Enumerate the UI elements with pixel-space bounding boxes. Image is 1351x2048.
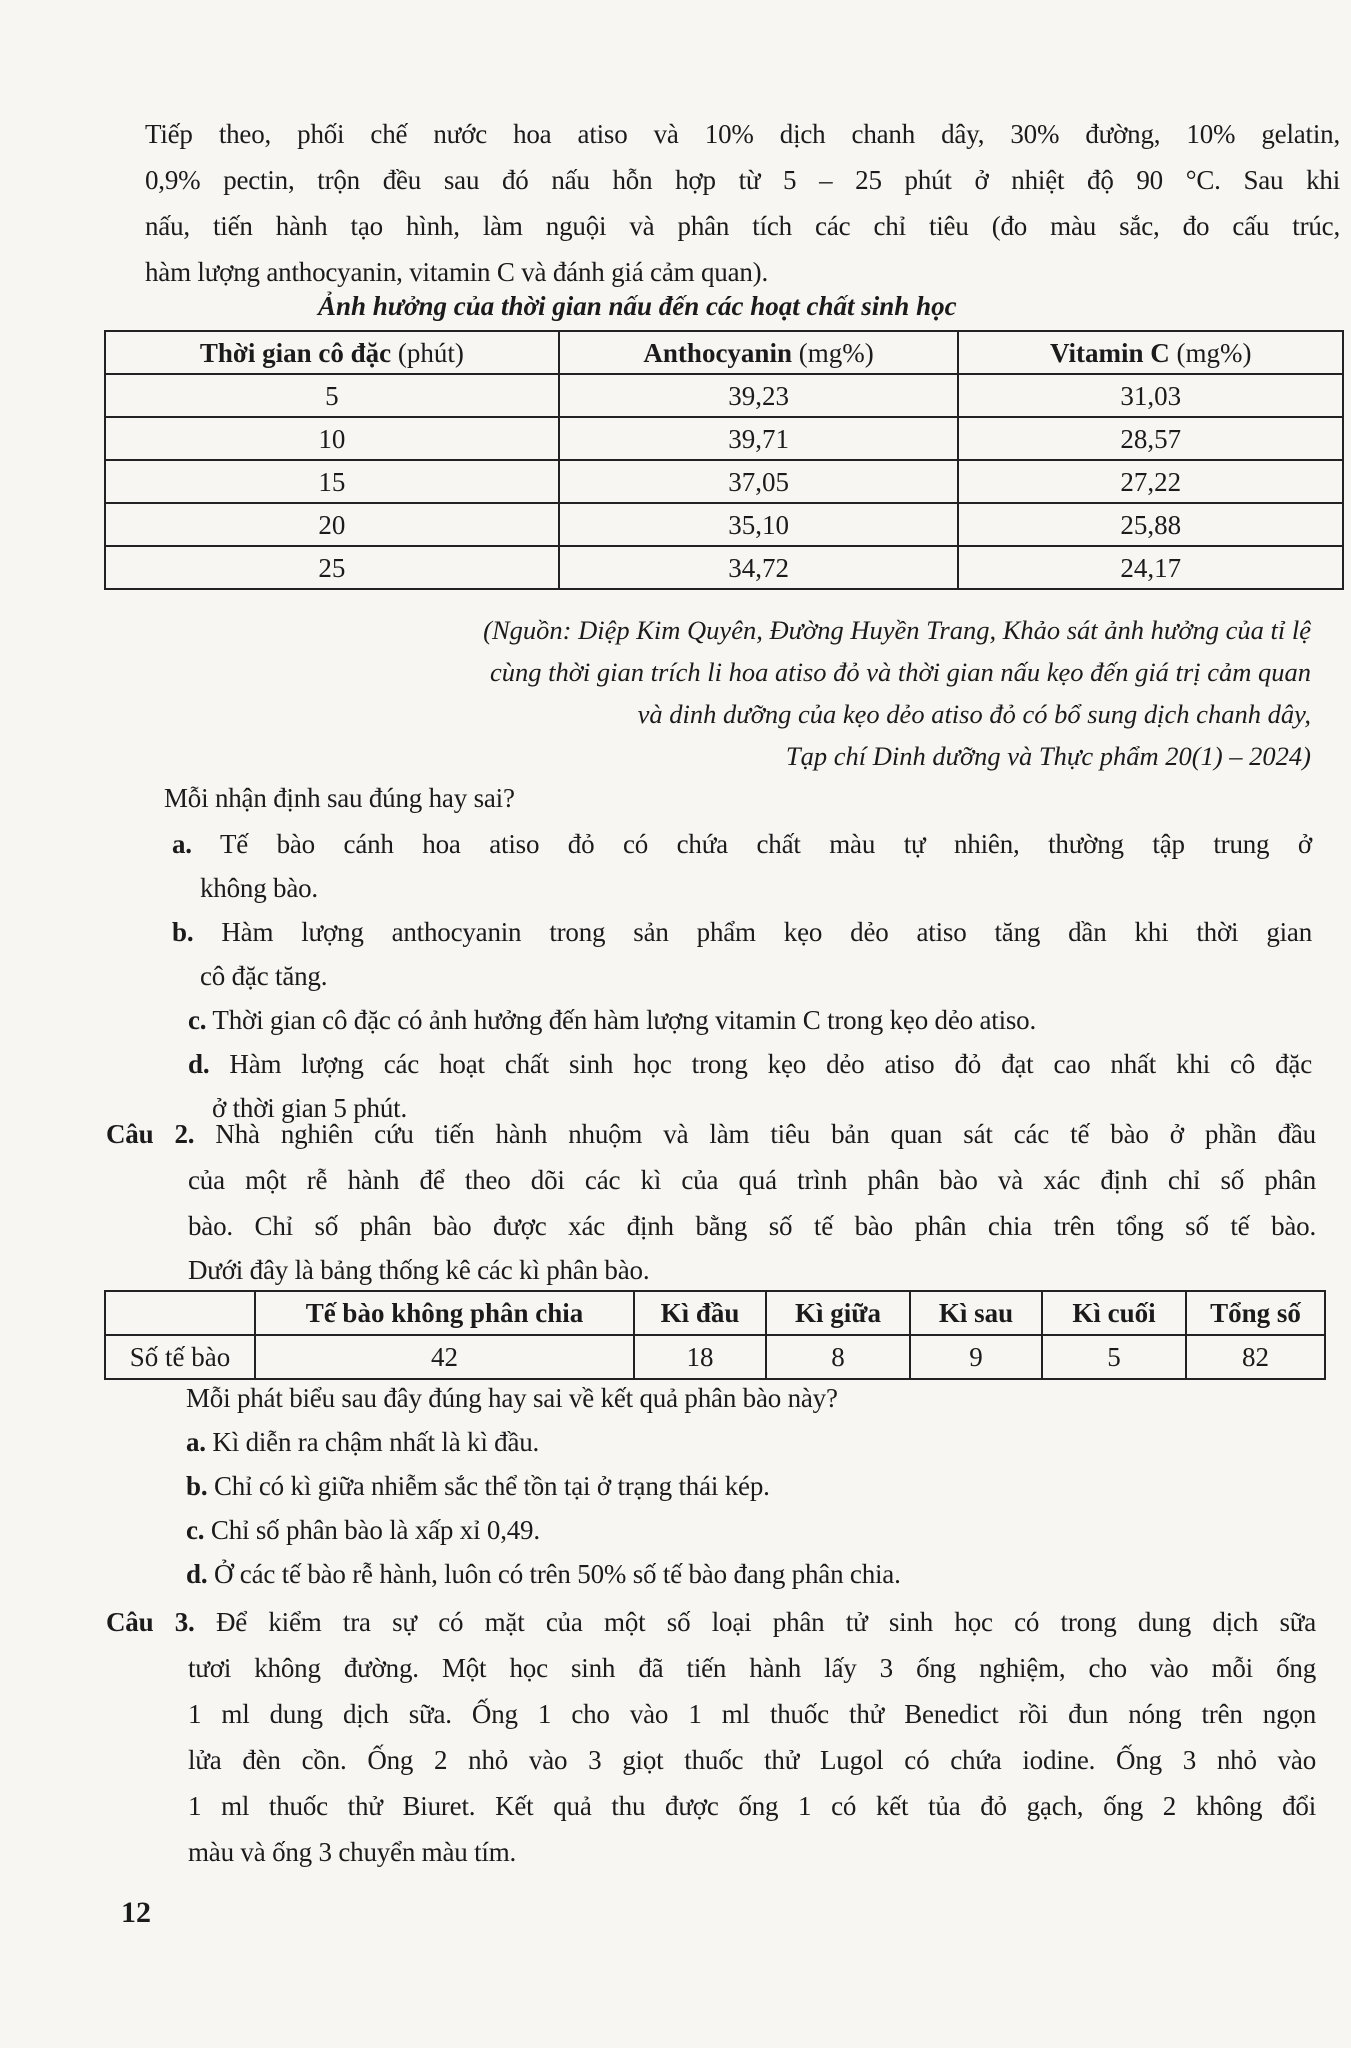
header-total: Tổng số [1186,1291,1325,1335]
statement-d-cont: ở thời gian 5 phút. [212,1093,407,1123]
table-header-row [105,1291,1325,1335]
cell-time: 10 [105,417,559,460]
cell-anthocyanin: 34,72 [559,546,959,589]
cell-total: 82 [1186,1335,1325,1379]
row-label: Số tế bào [105,1335,255,1379]
header-metaphase: Kì giữa [766,1291,910,1335]
intro-line: 0,9% pectin, trộn đều sau đó nấu hỗn hợp từ 5 – 25 phút ở nhiệt độ 90 °C. Sau khi [145,165,1340,195]
question-2-line: của một rễ hành để theo dõi các kì của quá trình phân bào và xác định chỉ số phân [188,1165,1316,1195]
question-3-line: tươi không đường. Một học sinh đã tiến hành lấy 3 ống nghiệm, cho vào mỗi ống [188,1653,1316,1683]
cell-anaphase: 9 [910,1335,1042,1379]
question-2-line: Câu 2. Nhà nghiên cứu tiến hành nhuộm và làm tiêu bản quan sát các tế bào ở phần đầu [106,1119,1316,1149]
statement-b-cont: cô đặc tăng. [200,961,328,991]
header-cooking-time: Thời gian cô đặc (phút) [105,331,559,374]
source-line: Tạp chí Dinh dưỡng và Thực phẩm 20(1) – 2024) [785,741,1311,771]
intro-line: nấu, tiến hành tạo hình, làm nguội và phân tích các chỉ tiêu (đo màu sắc, đo cấu trúc, [145,211,1340,241]
cooking-time-table [104,330,1344,590]
intro-line: hàm lượng anthocyanin, vitamin C và đánh giá cảm quan). [145,257,768,287]
table1-caption: Ảnh hưởng của thời gian nấu đến các hoạt chất sinh học [318,291,957,321]
statement-d: d. Ở các tế bào rễ hành, luôn có trên 50% số tế bào đang phân chia. [186,1559,901,1589]
statement-c: c. Thời gian cô đặc có ảnh hưởng đến hàm lượng vitamin C trong kẹo dẻo atiso. [188,1005,1037,1035]
cell-non-dividing: 42 [255,1335,634,1379]
cell-anthocyanin: 35,10 [559,503,959,546]
cell-anthocyanin: 39,71 [559,417,959,460]
header-non-dividing: Tế bào không phân chia [255,1291,634,1335]
header-vitamin-c: Vitamin C (mg%) [958,331,1343,374]
cell-vitamin-c: 24,17 [958,546,1343,589]
table-row [105,460,1343,503]
statement-a: a. Tế bào cánh hoa atiso đỏ có chứa chất màu tự nhiên, thường tập trung ở [172,829,1312,859]
table-row [105,1335,1325,1379]
statement-b: b. Chỉ có kì giữa nhiễm sắc thể tồn tại ở trạng thái kép. [186,1471,770,1501]
statement-a-cont: không bào. [200,873,318,903]
source-line: (Nguồn: Diệp Kim Quyên, Đường Huyền Trang, Khảo sát ảnh hưởng của tỉ lệ [483,615,1311,645]
table-header-row [105,331,1343,374]
page-number: 12 [121,1896,151,1929]
intro-line: Tiếp theo, phối chế nước hoa atiso và 10% dịch chanh dây, 30% đường, 10% gelatin, [145,119,1340,149]
cell-vitamin-c: 28,57 [958,417,1343,460]
cell-division-table [104,1290,1326,1380]
cell-prophase: 18 [634,1335,766,1379]
cell-metaphase: 8 [766,1335,910,1379]
cell-time: 25 [105,546,559,589]
table-row [105,417,1343,460]
question-3-line: màu và ống 3 chuyển màu tím. [188,1837,517,1867]
statement-d: d. Hàm lượng các hoạt chất sinh học trong kẹo dẻo atiso đỏ đạt cao nhất khi cô đặc [188,1049,1312,1079]
header-prophase: Kì đầu [634,1291,766,1335]
cell-time: 20 [105,503,559,546]
question-prompt: Mỗi phát biểu sau đây đúng hay sai về kết quả phân bào này? [186,1383,838,1413]
table-row [105,546,1343,589]
source-line: và dinh dưỡng của kẹo dẻo atiso đỏ có bổ sung dịch chanh dây, [637,699,1311,729]
statement-c: c. Chỉ số phân bào là xấp xỉ 0,49. [186,1515,540,1545]
question-3-line: Câu 3. Để kiểm tra sự có mặt của một số loại phân tử sinh học có trong dung dịch sữa [106,1607,1316,1637]
table-row [105,374,1343,417]
statement-a: a. Kì diễn ra chậm nhất là kì đầu. [186,1427,540,1457]
cell-time: 15 [105,460,559,503]
question-2-line: bào. Chỉ số phân bào được xác định bằng số tế bào phân chia trên tổng số tế bào. [188,1211,1316,1241]
source-line: cùng thời gian trích li hoa atiso đỏ và thời gian nấu kẹo đến giá trị cảm quan [489,657,1311,687]
question-3-line: 1 ml dung dịch sữa. Ống 1 cho vào 1 ml thuốc thử Benedict rồi đun nóng trên ngọn [188,1699,1316,1729]
statement-b: b. Hàm lượng anthocyanin trong sản phẩm kẹo dẻo atiso tăng dần khi thời gian [172,917,1312,947]
header-empty [105,1291,255,1335]
cell-anthocyanin: 39,23 [559,374,959,417]
question-3-label: Câu 3. [106,1607,195,1637]
header-anthocyanin: Anthocyanin (mg%) [559,331,959,374]
cell-vitamin-c: 25,88 [958,503,1343,546]
cell-time: 5 [105,374,559,417]
cell-telophase: 5 [1042,1335,1186,1379]
table-row [105,503,1343,546]
cell-vitamin-c: 27,22 [958,460,1343,503]
header-telophase: Kì cuối [1042,1291,1186,1335]
cell-vitamin-c: 31,03 [958,374,1343,417]
question-3-line: 1 ml thuốc thử Biuret. Kết quả thu được ống 1 có kết tủa đỏ gạch, ống 2 không đổi [188,1791,1316,1821]
question-2-line: Dưới đây là bảng thống kê các kì phân bào. [188,1255,650,1285]
question-3-line: lửa đèn cồn. Ống 2 nhỏ vào 3 giọt thuốc thử Lugol có chứa iodine. Ống 3 nhỏ vào [188,1745,1316,1775]
cell-anthocyanin: 37,05 [559,460,959,503]
question-prompt: Mỗi nhận định sau đúng hay sai? [164,783,515,813]
header-anaphase: Kì sau [910,1291,1042,1335]
question-2-label: Câu 2. [106,1119,195,1149]
